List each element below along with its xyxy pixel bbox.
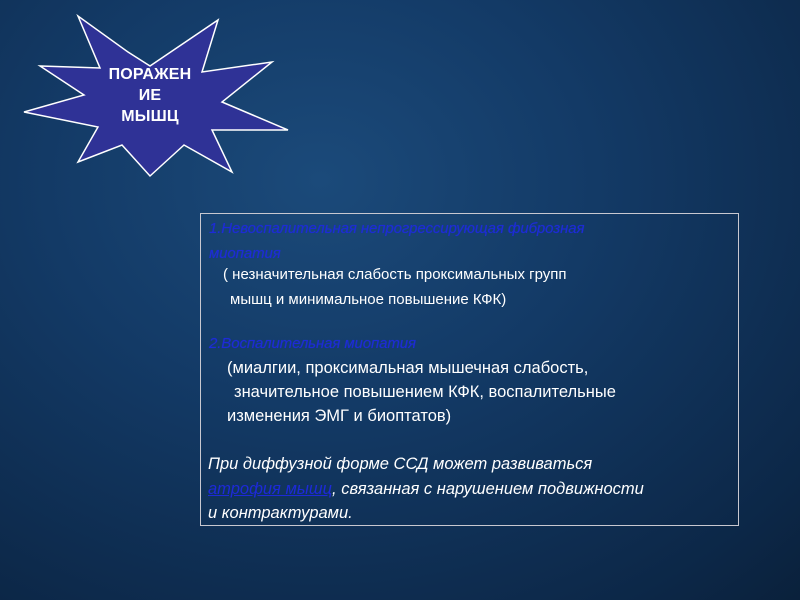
item1-heading-line1: 1.Невоспалительная непрогрессирующая фиброзная [209, 220, 585, 237]
item2-detail-line1: (миалгии, проксимальная мышечная слабость, [227, 359, 589, 377]
item2-detail-line3: изменения ЭМГ и биоптатов) [227, 407, 452, 425]
note-line2 [208, 480, 644, 499]
note-line3: и контрактурами. [208, 504, 353, 522]
item2-detail-line2: значительное повышением КФК, воспалительные [234, 383, 616, 401]
note-line1: При диффузной форме ССД может развиваться [208, 455, 593, 473]
note-accent-muscle-atrophy: атрофия мышц [208, 480, 333, 498]
note-line2-rest: , связанная с нарушением подвижности [332, 480, 644, 498]
badge-title-line-1: ПОРАЖЕН [108, 66, 192, 83]
item2-heading: 2.Воспалительная миопатия [209, 335, 416, 352]
badge-title [108, 64, 192, 127]
item1-heading-line2: миопатия [209, 245, 281, 262]
item1-detail-line1: ( незначительная слабость проксимальных групп [223, 266, 567, 283]
content-textbox [200, 213, 739, 526]
badge-title-line-2: ИЕ [138, 87, 162, 104]
badge-title-line-3: МЫШЦ [121, 108, 179, 125]
item1-detail-line2: мышц и минимальное повышение КФК) [230, 291, 507, 308]
